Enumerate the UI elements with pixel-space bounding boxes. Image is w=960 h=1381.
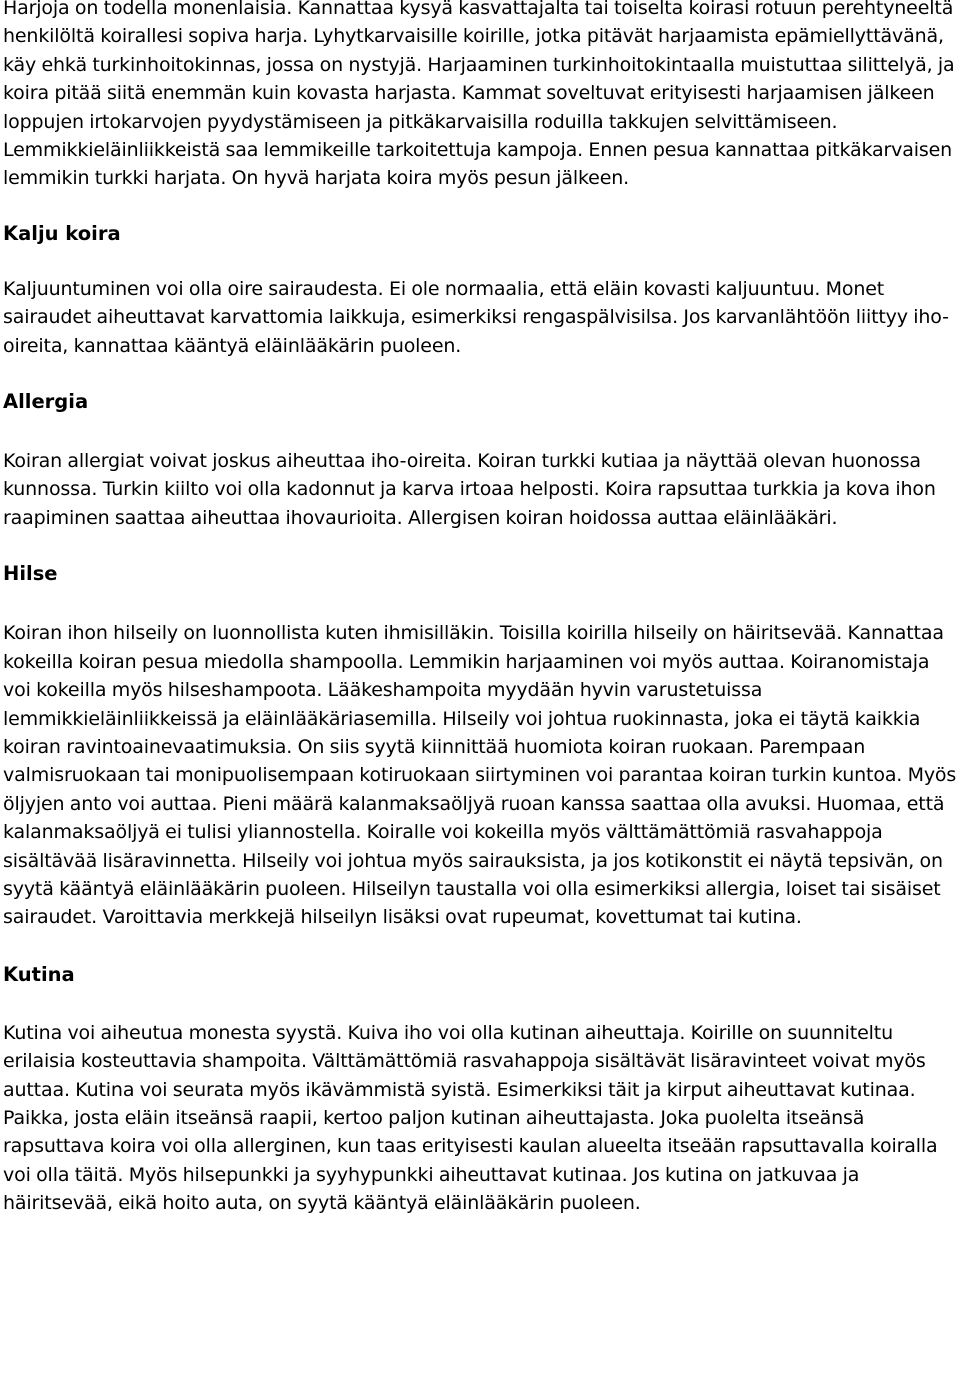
section-heading-kalju-koira: Kalju koira bbox=[3, 221, 121, 245]
intro-paragraph: Harjoja on todella monenlaisia. Kannattaa kysyä kasvattajalta tai toiselta koirasi rotuun perehtyneeltä henkilöltä koirallesi sopiva harja. Lyhytkarvaisille koirille, jotka pitävät harjaamista epämiellyttävänä, käy ehkä turkinhoitokinnas, jossa on nystyjä. Harjaaminen turkinhoitokintaalla muistuttaa silittelyä, ja koira pitää siitä enemmän kuin kovasta harjasta. Kammat soveltuvat erityisesti harjaamisen jälkeen loppujen irtokarvojen pyydystämiseen ja pitkäkarvaisilla roduilla takkujen selvittämiseen. Lemmikkieläinliikkeistä saa lemmikeille tarkoitettuja kampoja. Ennen pesua kannattaa pitkäkarvaisen lemmikin turkki harjata. On hyvä harjata koira myös pesun jälkeen. bbox=[3, 0, 955, 190]
section-heading-kutina: Kutina bbox=[3, 962, 75, 986]
section-heading-allergia: Allergia bbox=[3, 390, 89, 414]
kalju-koira-paragraph: Kaljuuntuminen voi olla oire sairaudesta. Ei ole normaalia, että eläin kovasti kaljuuntuu. Monet sairaudet aiheuttavat karvattomia laikkuja, esimerkiksi rengaspälvisilsa. Jos karvanlähtöön liittyy iho-oireita, kannattaa kääntyä eläinlääkärin puoleen. bbox=[3, 277, 949, 357]
kutina-paragraph: Kutina voi aiheutua monesta syystä. Kuiva iho voi olla kutinan aiheuttaja. Koirille on suunniteltu erilaisia kosteuttavia shampoita. Välttämättömiä rasvahappoja sisältävät lisäravinteet voivat myös auttaa. Kutina voi seurata myös ikävämmistä syistä. Esimerkiksi täit ja kirput aiheuttavat kutinaa. Paikka, josta eläin itseänsä raapii, kertoo paljon kutinan aiheuttajasta. Joka puolelta itseänsä rapsuttava koira voi olla allerginen, kun taas erityisesti kaulan alueelta itseään rapsuttavalla koiralla voi olla täitä. Myös hilsepunkki ja syyhypunkki aiheuttavat kutinaa. Jos kutina on jatkuvaa ja häiritsevää, eikä hoito auta, on syytä kääntyä eläinlääkärin puoleen. bbox=[3, 1021, 938, 1215]
hilse-paragraph: Koiran ihon hilseily on luonnollista kuten ihmisilläkin. Toisilla koirilla hilseily on häiritsevää. Kannattaa kokeilla koiran pesua miedolla shampoolla. Lemmikin harjaaminen voi myös auttaa. Koiranomistaja voi kokeilla myös hilseshampoota. Lääkeshampoita myydään hyvin varustetuissa lemmikkieläinliikkeissä ja eläinlääkäriasemilla. Hilseily voi johtua ruokinnasta, joka ei täytä kaikkia koiran ravintoainevaatimuksia. On siis syytä kiinnittää huomiota koiran ruokaan. Parempaan valmisruokaan tai monipuolisempaan kotiruokaan siirtyminen voi parantaa koiran turkin kuntoa. Myös öljyjen anto voi auttaa. Pieni määrä kalanmaksaöljyä ruoan kanssa saattaa olla avuksi. Huomaa, että kalanmaksaöljyä ei tulisi yliannostella. Koiralle voi kokeilla myös välttämättömiä rasvahappoja sisältävää lisäravinnetta. Hilseily voi johtua myös sairauksista, ja jos kotikonstit ei näytä tepsivän, on syytä kääntyä eläinlääkärin puoleen. Hilseilyn taustalla voi olla esimerkiksi allergia, loiset tai sisäiset sairaudet. Varoittavia merkkejä hilseilyn lisäksi ovat rupeumat, kovettumat tai kutina. bbox=[3, 622, 957, 929]
section-heading-hilse: Hilse bbox=[3, 562, 58, 586]
allergia-paragraph: Koiran allergiat voivat joskus aiheuttaa iho-oireita. Koiran turkki kutiaa ja näyttää olevan huonossa kunnossa. Turkin kiilto voi olla kadonnut ja karva irtoaa helposti. Koira rapsuttaa turkkia ja kova ihon raapiminen saattaa aiheuttaa ihovaurioita. Allergisen koiran hoidossa auttaa eläinlääkäri. bbox=[3, 450, 936, 529]
